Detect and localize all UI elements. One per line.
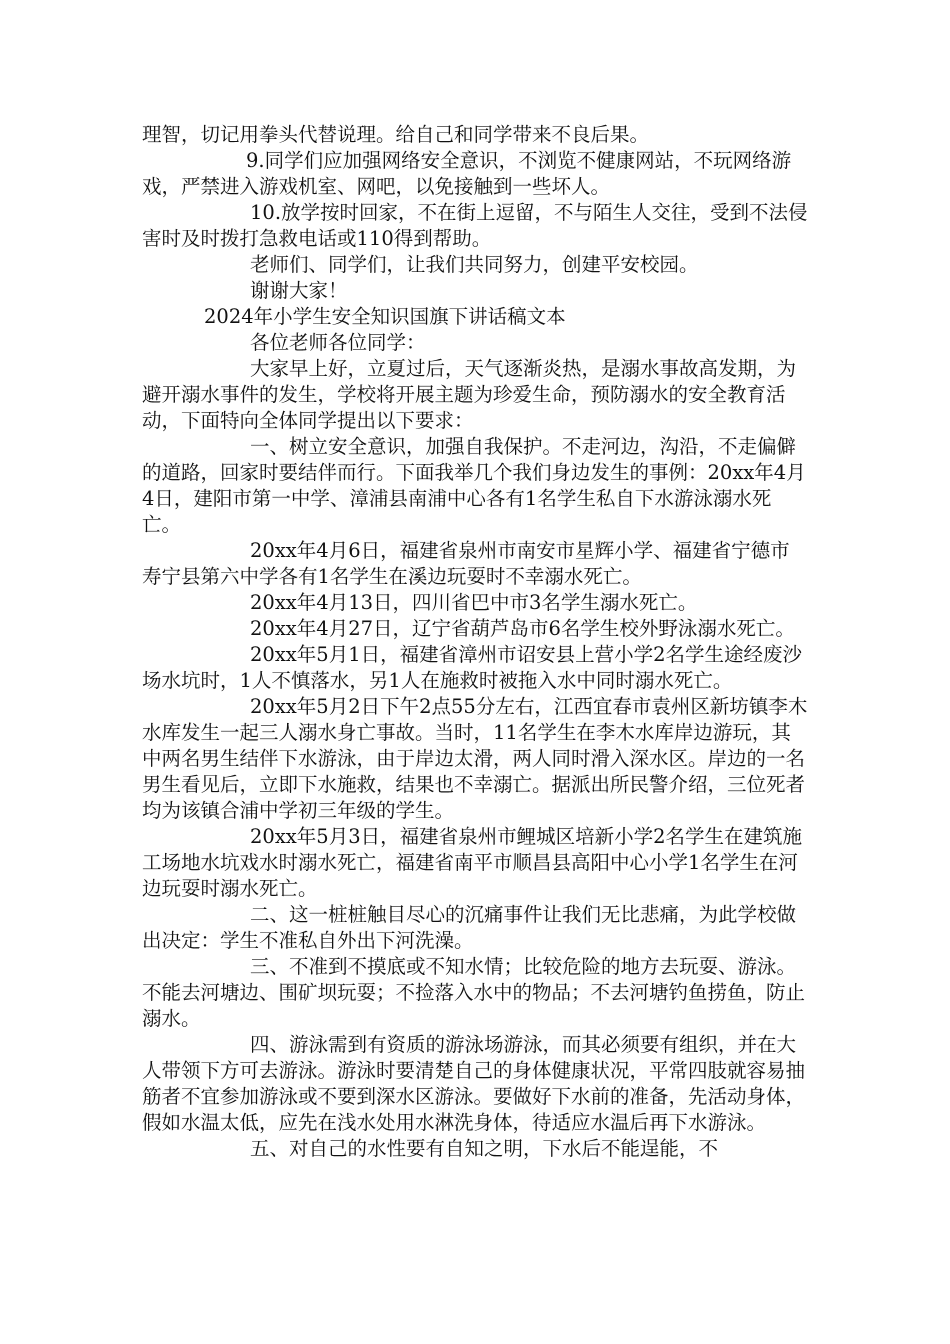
greeting: 各位老师各位同学： [250, 331, 426, 354]
paragraph: 三、不准到不摸底或不知水情；比较危险的地方去玩耍、游泳。不能去河塘边、围矿坝玩耍；不捡落入水中的物品；不去河塘钓鱼捞鱼，防止溺水。 [142, 955, 806, 1030]
paragraph: 二、这一桩桩触目尽心的沉痛事件让我们无比悲痛，为此学校做出决定：学生不准私自外出下河洗澡。 [142, 903, 797, 952]
document-title: 2024年小学生安全知识国旗下讲话稿文本 [204, 305, 566, 328]
paragraph: 理智，切记用拳头代替说理。给自己和同学带来不良后果。 [142, 123, 650, 146]
paragraph: 9.同学们应加强网络安全意识，不浏览不健康网站，不玩网络游戏，严禁进入游戏机室、网吧，以免接触到一些坏人。 [142, 149, 792, 198]
paragraph: 五、对自己的水性要有自知之明，下水后不能逞能，不 [250, 1137, 719, 1160]
paragraph: 10.放学按时回家，不在街上逗留，不与陌生人交往，受到不法侵害时及时拨打急救电话或110得到帮助。 [142, 201, 808, 250]
paragraph: 20xx年5月3日，福建省泉州市鲤城区培新小学2名学生在建筑施工场地水坑戏水时溺水死亡，福建省南平市顺昌县高阳中心小学1名学生在河边玩耍时溺水死亡。 [142, 825, 803, 900]
paragraph: 大家早上好，立夏过后，天气逐渐炎热，是溺水事故高发期，为避开溺水事件的发生，学校将开展主题为珍爱生命，预防溺水的安全教育活动，下面特向全体同学提出以下要求： [142, 357, 797, 432]
paragraph: 20xx年5月2日下午2点55分左右，江西宜春市袁州区新坊镇李木水库发生一起三人溺水身亡事故。当时，11名学生在李木水库岸边游玩，其中两名男生结伴下水游泳，由于岸边太滑，两人同时滑入深水区。岸边的一名男生看见后，立即下水施救，结果也不幸溺亡。据派出所民警介绍，三位死者均为该镇合浦中学初三年级的学生。 [142, 695, 808, 822]
document-body [142, 122, 808, 1162]
paragraph: 四、游泳需到有资质的游泳场游泳，而其必须要有组织，并在大人带领下方可去游泳。游泳时要清楚自己的身体健康状况，平常四肢就容易抽筋者不宜参加游泳或不要到深水区游泳。要做好下水前的准备，先活动身体，假如水温太低，应先在浅水处用水淋洗身体，待适应水温后再下水游泳。 [142, 1033, 806, 1134]
paragraph: 20xx年5月1日，福建省漳州市诏安县上营小学2名学生途经废沙场水坑时，1人不慎落水，另1人在施救时被拖入水中同时溺水死亡。 [142, 643, 803, 692]
paragraph: 20xx年4月6日，福建省泉州市南安市星辉小学、福建省宁德市寿宁县第六中学各有1名学生在溪边玩耍时不幸溺水死亡。 [142, 539, 790, 588]
paragraph: 老师们、同学们，让我们共同努力，创建平安校园。 [250, 253, 699, 276]
paragraph: 一、树立安全意识，加强自我保护。不走河边，沟沿，不走偏僻的道路，回家时要结伴而行。下面我举几个我们身边发生的事例：20xx年4月4日，建阳市第一中学、漳浦县南浦中心各有1名学生私自下水游泳溺水死亡。 [142, 435, 806, 536]
paragraph: 谢谢大家！ [250, 279, 348, 302]
paragraph: 20xx年4月27日，辽宁省葫芦岛市6名学生校外野泳溺水死亡。 [250, 617, 795, 640]
paragraph: 20xx年4月13日，四川省巴中市3名学生溺水死亡。 [250, 591, 698, 614]
